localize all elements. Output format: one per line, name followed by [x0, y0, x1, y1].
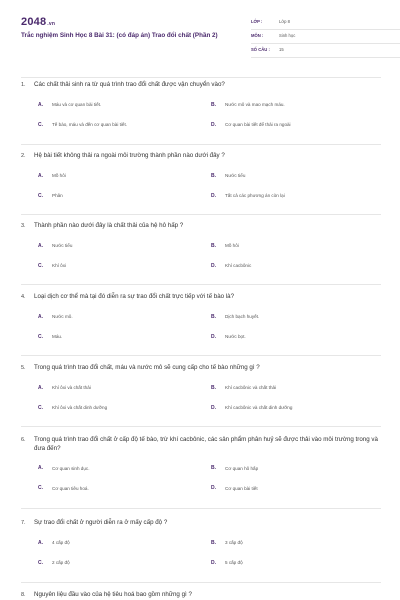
option-text: Khí cacbônic — [225, 263, 252, 269]
option-b[interactable] — [211, 98, 285, 112]
option-c[interactable] — [38, 401, 107, 415]
option-d[interactable] — [211, 118, 291, 132]
option-d[interactable] — [211, 401, 292, 415]
option-text: Cơ quan bài tiết — [225, 485, 258, 491]
question-number: 7. — [21, 520, 26, 526]
divider — [21, 144, 381, 145]
option-letter: A. — [38, 313, 43, 320]
meta-row-class — [251, 16, 400, 30]
option-d[interactable] — [211, 330, 246, 344]
option-text: 2 cấp độ — [52, 560, 70, 566]
divider — [21, 214, 381, 215]
question-number: 3. — [21, 223, 26, 229]
meta-row-count — [251, 44, 400, 58]
question-text — [21, 364, 381, 373]
site-logo[interactable] — [21, 16, 55, 28]
option-a[interactable] — [38, 310, 73, 324]
option-letter: A. — [38, 101, 43, 108]
logo-tld: .vn — [47, 21, 56, 27]
option-letter: A. — [38, 384, 43, 391]
option-text: Mồ hôi — [52, 173, 66, 179]
option-text: Phân — [52, 193, 63, 199]
option-letter: D. — [211, 192, 216, 199]
divider — [21, 77, 381, 78]
question-stem: Các chất thải sinh ra từ quá trình trao đổi chất được vận chuyển vào? — [34, 81, 225, 88]
divider — [21, 582, 381, 583]
option-c[interactable] — [38, 189, 63, 203]
option-text: Nước mô. — [52, 314, 73, 320]
divider — [21, 284, 381, 285]
option-a[interactable] — [38, 98, 101, 112]
option-text: Tất cả các phương án còn lại — [225, 193, 285, 199]
question-number: 1. — [21, 82, 26, 88]
option-c[interactable] — [38, 330, 62, 344]
option-b[interactable] — [211, 536, 243, 550]
question-text — [21, 81, 381, 90]
option-b[interactable] — [211, 310, 259, 324]
question-stem: Trong quá trình trao đổi chất ở cấp độ tế bào, trừ khí cacbônic, các sản phẩm phân huỷ sẽ được thải vào môi trường trong và đưa đến? — [34, 436, 378, 452]
question-stem: Hệ bài tiết không thải ra ngoài môi trường thành phần nào dưới đây ? — [34, 152, 225, 159]
meta-row-subject — [251, 30, 400, 44]
meta-value: 15 — [279, 47, 284, 52]
meta-label: LỚP : — [251, 19, 263, 24]
option-letter: B. — [211, 384, 216, 391]
option-text: Khí cacbônic và chất thải — [225, 385, 277, 391]
question-2 — [21, 152, 381, 199]
option-letter: C. — [38, 121, 43, 128]
question-number: 4. — [21, 294, 26, 300]
question-8 — [21, 591, 381, 600]
option-d[interactable] — [211, 481, 258, 495]
option-letter: B. — [211, 242, 216, 249]
question-5 — [21, 364, 381, 411]
option-text: Khí ôxi và chất dinh dưỡng — [52, 405, 108, 411]
option-text: Khí ôxi — [52, 263, 67, 269]
option-text: Mồ hôi — [225, 243, 239, 249]
question-text — [21, 222, 381, 231]
question-stem: Nguyên liệu đầu vào của hệ tiêu hoá bao gồm những gì ? — [34, 591, 192, 598]
option-text: Tế bào, máu và đến cơ quan bài tiết. — [52, 122, 128, 128]
option-letter: C. — [38, 262, 43, 269]
option-letter: B. — [211, 101, 216, 108]
option-c[interactable] — [38, 556, 70, 570]
question-number: 6. — [21, 437, 26, 443]
option-text: 4 cấp độ — [52, 540, 70, 546]
option-a[interactable] — [38, 461, 90, 475]
option-text: Nước mô và mao mạch máu. — [225, 102, 285, 108]
option-a[interactable] — [38, 239, 72, 253]
option-b[interactable] — [211, 169, 245, 183]
option-b[interactable] — [211, 381, 276, 395]
option-letter: C. — [38, 333, 43, 340]
option-d[interactable] — [211, 556, 243, 570]
option-text: Máu. — [52, 334, 63, 340]
option-c[interactable] — [38, 481, 89, 495]
option-text: Khí ôxi và chất thải — [52, 385, 91, 391]
document-header — [21, 16, 381, 76]
question-stem: Sự trao đổi chất ở người diễn ra ở mấy cấp độ ? — [34, 519, 168, 526]
question-stem: Trong quá trình trao đổi chất, máu và nước mô sẽ cung cấp cho tế bào những gì ? — [34, 364, 260, 371]
question-stem: Loại dịch cơ thể mà tại đó diễn ra sự trao đổi chất trực tiếp với tế bào là? — [34, 293, 235, 300]
option-letter: C. — [38, 192, 43, 199]
question-3 — [21, 222, 381, 269]
option-c[interactable] — [38, 118, 127, 132]
divider — [21, 426, 381, 427]
option-text: Nước tiểu — [52, 243, 73, 249]
question-1 — [21, 81, 381, 128]
question-text — [21, 519, 381, 528]
option-text: Khí cacbônic và chất dinh dưỡng — [225, 405, 293, 411]
option-d[interactable] — [211, 259, 251, 273]
option-letter: D. — [211, 404, 216, 411]
option-letter: C. — [38, 559, 43, 566]
option-a[interactable] — [38, 536, 70, 550]
logo-text: 2048 — [21, 16, 47, 28]
meta-label: MÔN : — [251, 33, 264, 38]
option-letter: A. — [38, 539, 43, 546]
option-letter: D. — [211, 121, 216, 128]
option-letter: C. — [38, 404, 43, 411]
option-letter: D. — [211, 559, 216, 566]
option-letter: A. — [38, 242, 43, 249]
question-number: 5. — [21, 365, 26, 371]
meta-info — [251, 16, 400, 58]
option-letter: D. — [211, 333, 216, 340]
option-text: Nước bọt. — [225, 334, 246, 340]
option-letter: B. — [211, 313, 216, 320]
option-b[interactable] — [211, 239, 239, 253]
question-stem: Thành phần nào dưới đây là chất thải của hệ hô hấp ? — [34, 222, 184, 229]
option-a[interactable] — [38, 169, 66, 183]
option-text: Dịch bạch huyết. — [225, 314, 260, 320]
option-d[interactable] — [211, 189, 285, 203]
option-b[interactable] — [211, 461, 258, 475]
question-4 — [21, 293, 381, 340]
option-letter: A. — [38, 465, 43, 472]
question-7 — [21, 519, 381, 566]
page-title: Trắc nghiệm Sinh Học 8 Bài 31: (có đáp án) Trao đổi chất (Phần 2) — [21, 32, 218, 39]
question-text — [21, 293, 381, 302]
option-letter: A. — [38, 172, 43, 179]
option-a[interactable] — [38, 381, 91, 395]
question-text — [21, 436, 381, 453]
option-letter: B. — [211, 172, 216, 179]
option-text: Cơ quan tiêu hoá. — [52, 485, 89, 491]
option-letter: C. — [38, 485, 43, 492]
option-letter: D. — [211, 485, 216, 492]
option-text: Cơ quan sinh dục. — [52, 465, 90, 471]
meta-label: SỐ CÂU : — [251, 47, 270, 52]
question-number: 2. — [21, 153, 26, 159]
divider — [21, 508, 381, 509]
option-letter: B. — [211, 465, 216, 472]
divider — [21, 355, 381, 356]
option-letter: B. — [211, 539, 216, 546]
question-text — [21, 591, 381, 600]
option-c[interactable] — [38, 259, 66, 273]
option-text: 3 cấp độ — [225, 540, 243, 546]
question-number: 8. — [21, 592, 26, 598]
option-text: Cơ quan bài tiết để thải ra ngoài — [225, 122, 291, 128]
option-text: Cơ quan hô hấp — [225, 465, 259, 471]
question-text — [21, 152, 381, 161]
option-letter: D. — [211, 262, 216, 269]
option-text: Nước tiểu — [225, 173, 246, 179]
question-6 — [21, 436, 381, 492]
meta-value: Sinh học — [279, 33, 296, 38]
option-text: Máu và cơ quan bài tiết. — [52, 102, 102, 108]
meta-value: Lớp 8 — [279, 19, 290, 24]
option-text: 5 cấp độ — [225, 560, 243, 566]
